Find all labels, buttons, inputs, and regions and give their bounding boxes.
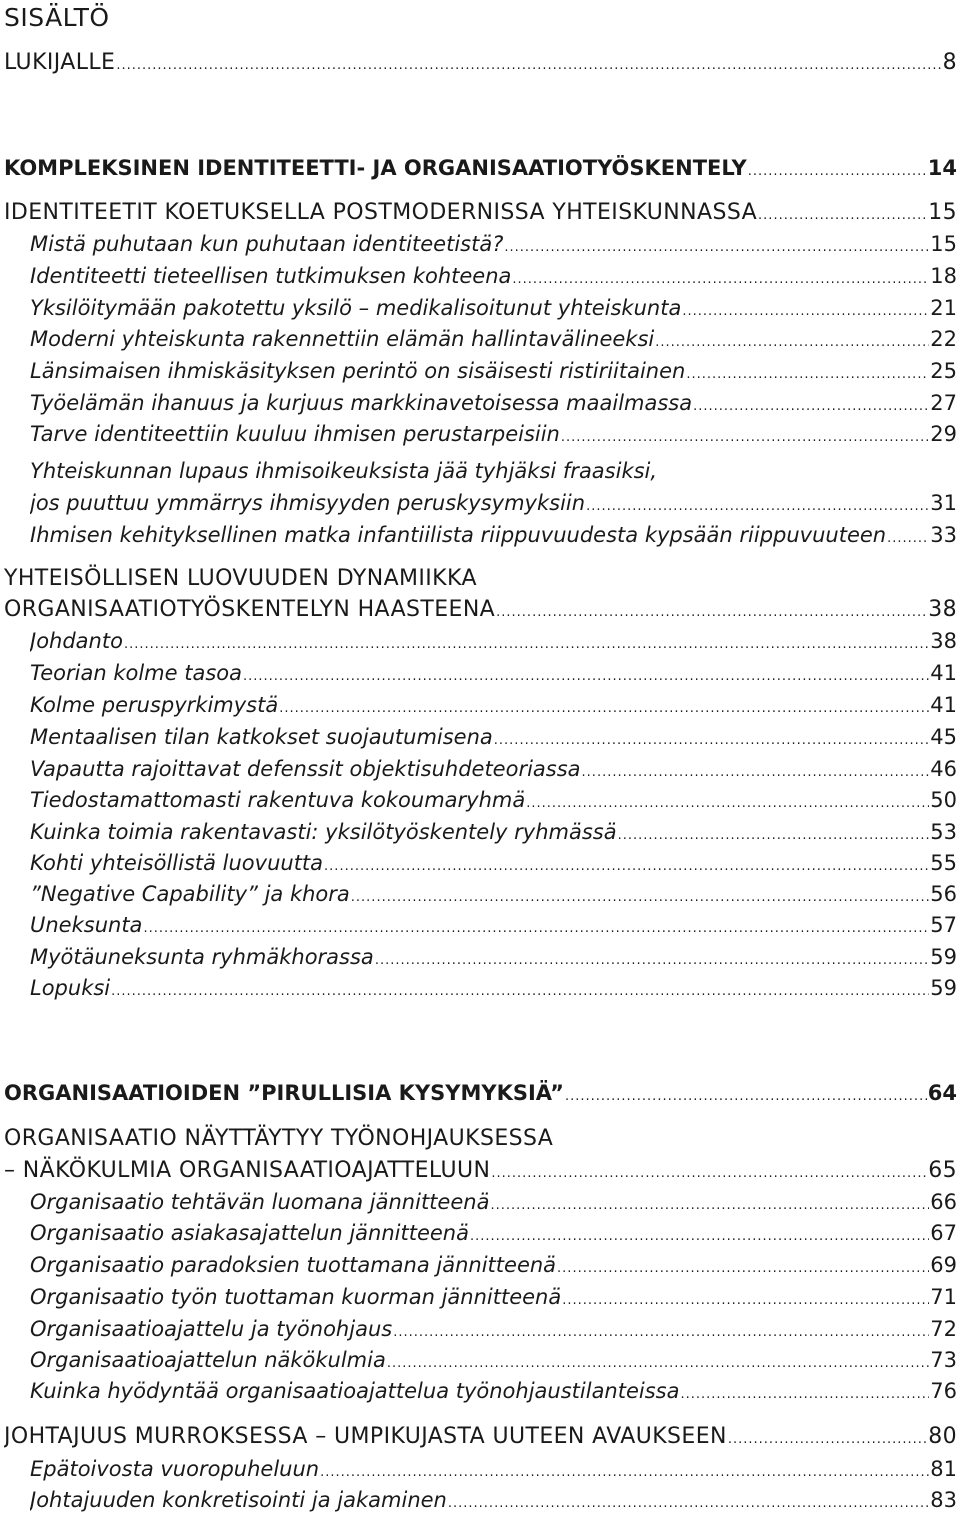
entry-title: Teorian kolme tasoa (30, 661, 242, 685)
page-number: 64 (927, 1081, 957, 1105)
toc-section-entry[interactable] (30, 355, 957, 387)
toc-chapter-entry[interactable] (4, 563, 957, 595)
dot-leader (561, 431, 929, 444)
toc-section-entry[interactable] (30, 784, 957, 816)
toc-section-entry[interactable] (30, 418, 957, 450)
page-number: 18 (930, 264, 957, 288)
entry-title: Yhteiskunnan lupaus ihmisoikeuksista jää tyhjäksi fraasiksi, (30, 459, 658, 483)
dot-leader (565, 1090, 927, 1103)
entry-title: Yksilöitymään pakotettu yksilö – medikalisoitunut yhteiskunta (30, 296, 682, 320)
entry-title: Moderni yhteiskunta rakennettiin elämän hallintavälineeksi (30, 327, 655, 351)
toc-section-entry[interactable] (30, 260, 957, 292)
page-number: 71 (930, 1285, 957, 1309)
dot-leader (111, 985, 929, 998)
dot-leader (686, 368, 929, 381)
dot-leader (562, 1294, 929, 1307)
entry-title: Johdanto (30, 629, 123, 653)
page-number: 81 (930, 1457, 957, 1481)
entry-title: Ihmisen kehityksellinen matka infantiilista riippuvuudesta kypsään riippuvuuteen (30, 523, 887, 547)
dot-leader (748, 165, 927, 178)
toc-section-entry[interactable] (30, 1375, 957, 1407)
entry-title: Identiteetti tieteellisen tutkimuksen kohteena (30, 264, 512, 288)
dot-leader (526, 797, 929, 810)
dot-leader (504, 241, 929, 254)
toc-section-entry[interactable] (30, 753, 957, 785)
dot-leader (324, 860, 929, 873)
page-number: 59 (930, 976, 957, 1000)
toc-section-entry[interactable] (30, 816, 957, 848)
toc-section-entry[interactable] (30, 721, 957, 753)
entry-title: Mentaalisen tilan katkokset suojautumisena (30, 725, 493, 749)
toc-section-entry[interactable] (30, 878, 957, 910)
dot-leader (680, 1388, 929, 1401)
entry-title: Organisaatioajattelun näkökulmia (30, 1348, 386, 1372)
entry-title: Työelämän ihanuus ja kurjuus markkinavetoisessa maailmassa (30, 391, 693, 415)
toc-chapter-entry[interactable] (4, 47, 957, 79)
entry-title: Organisaatio tehtävän luomana jännitteenä (30, 1190, 490, 1214)
entry-title: ”Negative Capability” ja khora (30, 882, 350, 906)
entry-title: Tarve identiteettiin kuuluu ihmisen perustarpeisiin (30, 422, 560, 446)
toc-section-entry[interactable] (30, 625, 957, 657)
toc-chapter-entry[interactable] (4, 594, 957, 626)
entry-title: KOMPLEKSINEN IDENTITEETTI- JA ORGANISAATIOTYÖSKENTELY (4, 156, 747, 180)
toc-section-entry[interactable] (30, 487, 957, 519)
dot-leader (393, 1326, 929, 1339)
toc-chapter-entry[interactable] (4, 1077, 957, 1109)
dot-leader (758, 209, 927, 222)
toc-chapter-entry[interactable] (4, 1421, 957, 1453)
page-number: 41 (930, 693, 957, 717)
dot-leader (116, 59, 941, 72)
page-number: 65 (928, 1158, 957, 1183)
toc-section-entry[interactable] (30, 657, 957, 689)
entry-title: Uneksunta (30, 913, 143, 937)
entry-title: ORGANISAATIO NÄYTTÄYTYY TYÖNOHJAUKSESSA (4, 1126, 554, 1151)
entry-title: ORGANISAATIOIDEN ”PIRULLISIA KYSYMYKSIÄ” (4, 1081, 564, 1105)
page-number: 25 (930, 359, 957, 383)
dot-leader (682, 305, 929, 318)
page-number: 66 (930, 1190, 957, 1214)
entry-title: Kohti yhteisöllistä luovuutta (30, 851, 324, 875)
entry-title: jos puuttuu ymmärrys ihmisyyden peruskysymyksiin (30, 491, 586, 515)
dot-leader (243, 670, 929, 683)
entry-title: Mistä puhutaan kun puhutaan identiteetistä? (30, 232, 504, 256)
dot-leader (618, 829, 930, 842)
dot-leader (494, 734, 929, 747)
page-number: 45 (930, 725, 957, 749)
toc-section-entry[interactable] (30, 1453, 957, 1485)
toc-section-entry[interactable] (30, 323, 957, 355)
toc-section-entry[interactable] (30, 1281, 957, 1313)
entry-title: Tiedostamattomasti rakentuva kokoumaryhmä (30, 788, 526, 812)
toc-section-entry[interactable] (30, 689, 957, 721)
dot-leader (512, 273, 929, 286)
page-number: 41 (930, 661, 957, 685)
toc-chapter-entry[interactable] (4, 1123, 957, 1155)
entry-title: Kuinka hyödyntää organisaatioajattelua työnohjaustilanteissa (30, 1379, 680, 1403)
entry-title: IDENTITEETIT KOETUKSELLA POSTMODERNISSA YHTEISKUNNASSA (4, 200, 758, 225)
dot-leader (387, 1357, 929, 1370)
page-number: 31 (930, 491, 957, 515)
entry-title: YHTEISÖLLISEN LUOVUUDEN DYNAMIIKKA (4, 566, 477, 591)
toc-chapter-entry[interactable] (4, 152, 957, 184)
page-number: 33 (930, 523, 957, 547)
toc-section-entry[interactable] (30, 387, 957, 419)
dot-leader (728, 1433, 927, 1446)
dot-leader (887, 532, 929, 545)
entry-title: ORGANISAATIOTYÖSKENTELYN HAASTEENA (4, 597, 496, 622)
toc-section-entry[interactable] (30, 847, 957, 879)
entry-title: Johtajuuden konkretisointi ja jakaminen (30, 1488, 447, 1512)
entry-title: Organisaatio paradoksien tuottamana jännitteenä (30, 1253, 557, 1277)
entry-title: Kuinka toimia rakentavasti: yksilötyöskentely ryhmässä (30, 820, 617, 844)
page-number: 27 (930, 391, 957, 415)
page-number: 59 (930, 945, 957, 969)
dot-leader (448, 1497, 929, 1510)
dot-leader (375, 954, 929, 967)
page-number: 83 (930, 1488, 957, 1512)
page-number: 21 (930, 296, 957, 320)
toc-section-entry[interactable] (30, 455, 957, 487)
dot-leader (586, 500, 929, 513)
page-number: 57 (930, 913, 957, 937)
page-number: 67 (930, 1221, 957, 1245)
toc-section-entry[interactable] (30, 228, 957, 260)
entry-title: Epätoivosta vuoropuheluun (30, 1457, 320, 1481)
page-number: 50 (930, 788, 957, 812)
page-number: 15 (930, 232, 957, 256)
page-number: 53 (930, 820, 957, 844)
dot-leader (557, 1262, 929, 1275)
page-number: 69 (930, 1253, 957, 1277)
dot-leader (124, 638, 929, 651)
toc-section-entry[interactable] (30, 941, 957, 973)
entry-title: Organisaatioajattelu ja työnohjaus (30, 1317, 393, 1341)
dot-leader (496, 606, 927, 619)
toc-section-entry[interactable] (30, 1313, 957, 1345)
dot-leader (693, 400, 929, 413)
toc-heading: SISÄLTÖ (4, 3, 110, 32)
page-number: 38 (928, 597, 957, 622)
dot-leader (582, 766, 930, 779)
entry-title: Kolme peruspyrkimystä (30, 693, 279, 717)
entry-title: Myötäuneksunta ryhmäkhorassa (30, 945, 374, 969)
dot-leader (279, 702, 929, 715)
toc-section-entry[interactable] (30, 972, 957, 1004)
dot-leader (470, 1230, 929, 1243)
dot-leader (490, 1199, 929, 1212)
toc-section-entry[interactable] (30, 1186, 957, 1218)
toc-section-entry[interactable] (30, 292, 957, 324)
page-number: 73 (930, 1348, 957, 1372)
toc-section-entry[interactable] (30, 1217, 957, 1249)
entry-title: JOHTAJUUS MURROKSESSA – UMPIKUJASTA UUTEEN AVAUKSEEN (4, 1424, 727, 1449)
page-number: 55 (930, 851, 957, 875)
toc-section-entry[interactable] (30, 1344, 957, 1376)
page-number: 38 (930, 629, 957, 653)
page-number: 15 (928, 200, 957, 225)
page-number: 8 (942, 50, 957, 75)
dot-leader (320, 1466, 929, 1479)
entry-title: Länsimaisen ihmiskäsityksen perintö on sisäisesti ristiriitainen (30, 359, 686, 383)
page-number: 72 (930, 1317, 957, 1341)
toc-section-entry[interactable] (30, 519, 957, 551)
entry-title: Organisaatio asiakasajattelun jännitteenä (30, 1221, 469, 1245)
entry-title: LUKIJALLE (4, 50, 116, 75)
page-number: 14 (927, 156, 957, 180)
dot-leader (655, 336, 929, 349)
toc-section-entry[interactable] (30, 1249, 957, 1281)
page-number: 80 (928, 1424, 957, 1449)
entry-title: Lopuksi (30, 976, 111, 1000)
toc-chapter-entry[interactable] (4, 197, 957, 229)
page-number: 29 (930, 422, 957, 446)
entry-title: Vapautta rajoittavat defenssit objektisuhdeteoriassa (30, 757, 581, 781)
dot-leader (491, 1167, 927, 1180)
entry-title: – NÄKÖKULMIA ORGANISAATIOAJATTELUUN (4, 1158, 491, 1183)
toc-section-entry[interactable] (30, 1484, 957, 1516)
entry-title: Organisaatio työn tuottaman kuorman jännitteenä (30, 1285, 562, 1309)
toc-chapter-entry[interactable] (4, 1155, 957, 1187)
dot-leader (351, 891, 929, 904)
page-number: 56 (930, 882, 957, 906)
toc-section-entry[interactable] (30, 909, 957, 941)
dot-leader (143, 922, 929, 935)
page-number: 46 (930, 757, 957, 781)
page-number: 22 (930, 327, 957, 351)
page-number: 76 (930, 1379, 957, 1403)
